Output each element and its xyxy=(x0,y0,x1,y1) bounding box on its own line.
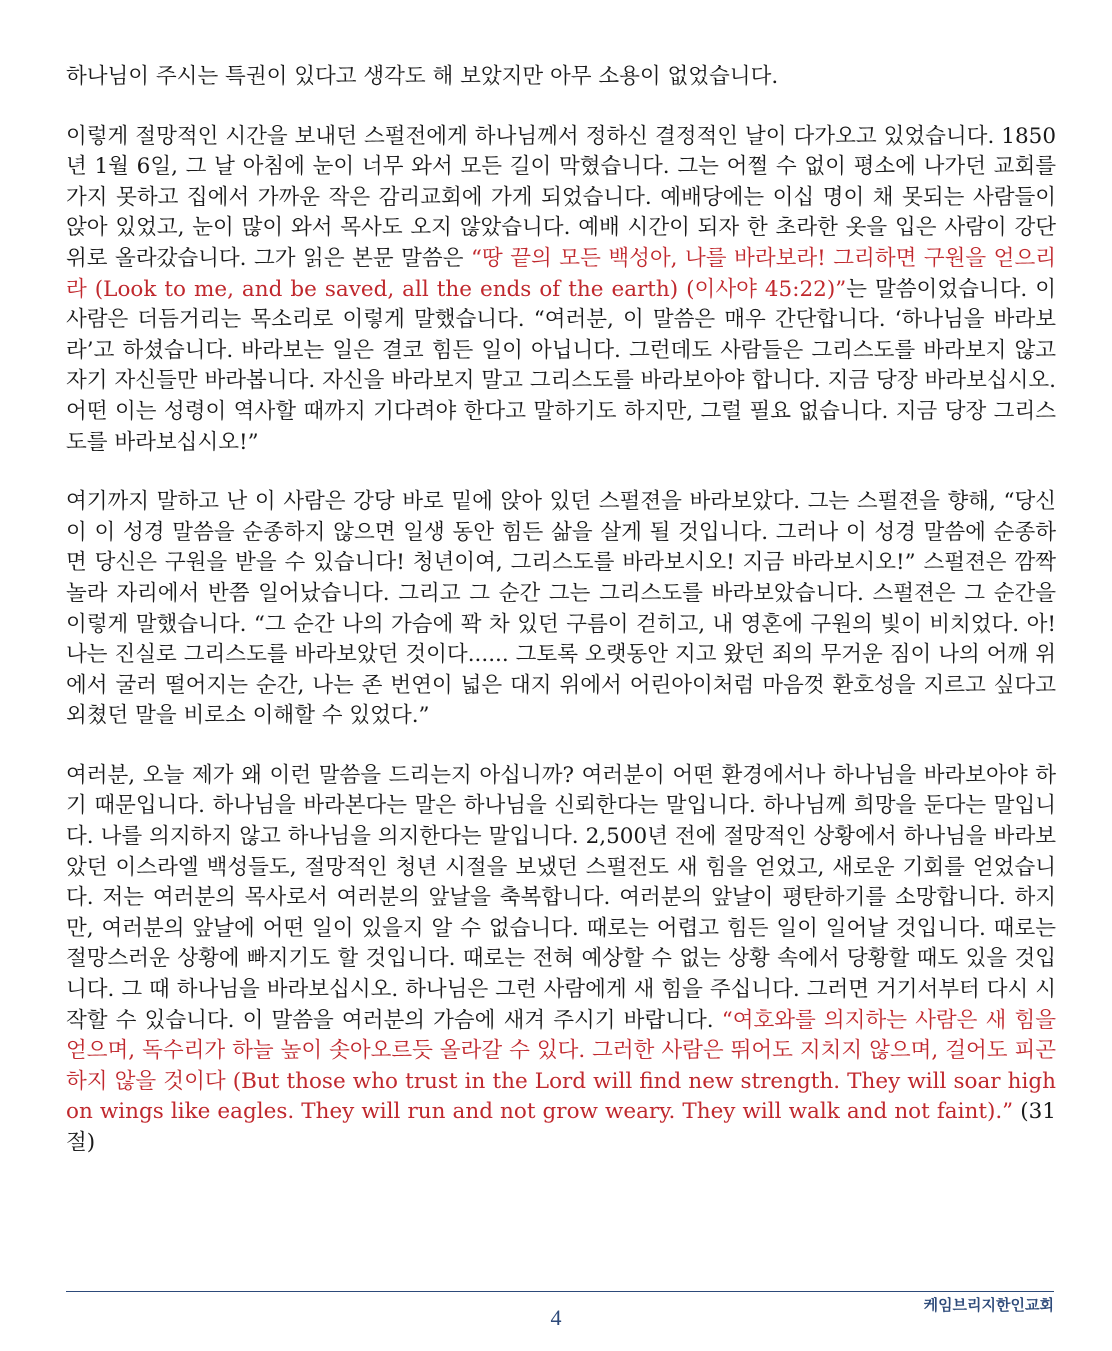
document-body xyxy=(66,62,1056,1188)
paragraph xyxy=(66,487,1056,732)
scripture-quote: “여호와를 의지하는 사람은 새 힘을 얻으며, 독수리가 하늘 높이 솟아오르듯 올라갈 수 있다. 그러한 사람은 뛰어도 지치지 않으며, 걸어도 피곤하지 않을 것이다 (But those who trust in the Lord will find new strength. They will soar high on wings like eagles. They will run and not grow weary. They will walk and not faint).” xyxy=(66,1007,1056,1125)
scripture-quote: “땅 끝의 모든 백성아, 나를 바라보라! 그리하면 구원을 얻으리라 (Look to me, and be saved, all the ends of the earth) (이사야 45:22)” xyxy=(66,245,1056,302)
paragraph-text: 여러분, 오늘 제가 왜 이런 말씀을 드리는지 아십니까? 여러분이 어떤 환경에서나 하나님을 바라보아야 하기 때문입니다. 하나님을 바라본다는 말은 하나님을 신뢰한다는 말입니다. 하나님께 희망을 둔다는 말입니다. 나를 의지하지 않고 하나님을 의지한다는 말입니다. 2,500년 전에 절망적인 상황에서 하나님을 바라보았던 이스라엘 백성들도, 절망적인 청년 시절을 보냈던 스펄전도 새 힘을 얻었고, 새로운 기회를 얻었습니다. 저는 여러분의 목사로서 여러분의 앞날을 축복합니다. 여러분의 앞날이 평탄하기를 소망합니다. 하지만, 여러분의 앞날에 어떤 일이 있을지 알 수 없습니다. 때로는 어렵고 힘든 일이 일어날 것입니다. 때로는 절망스러운 상황에 빠지기도 할 것입니다. 때로는 전혀 예상할 수 없는 상황 속에서 당황할 때도 있을 것입니다. 그 때 하나님을 바라보십시오. 하나님은 그런 사람에게 새 힘을 주십니다. 그러면 거기서부터 다시 시작할 수 있습니다. 이 말씀을 여러분의 가슴에 새겨 주시기 바랍니다. xyxy=(66,762,1056,1033)
paragraph xyxy=(66,761,1056,1159)
paragraph-text: 여기까지 말하고 난 이 사람은 강당 바로 밑에 앉아 있던 스펄젼을 바라보았다. 그는 스펄젼을 향해, “당신이 이 성경 말씀을 순종하지 않으면 일생 동안 힘든 삶을 살게 될 것입니다. 그러나 이 성경 말씀에 순종하면 당신은 구원을 받을 수 있습니다! 청년이여, 그리스도를 바라보시오! 지금 바라보시오!” 스펄젼은 깜짝 놀라 자리에서 반쯤 일어났습니다. 그리고 그 순간 그는 그리스도를 바라보았습니다. 스펄젼은 그 순간을 이렇게 말했습니다. “그 순간 나의 가슴에 꽉 차 있던 구름이 걷히고, 내 영혼에 구원의 빛이 비치었다. 아! 나는 진실로 그리스도를 바라보았던 것이다...... 그토록 오랫동안 지고 왔던 죄의 무거운 짐이 나의 어깨 위에서 굴러 떨어지는 순간, 나는 존 번연이 넓은 대지 위에서 어린아이처럼 마음껏 환호성을 지르고 싶다고 외쳤던 말을 비로소 이해할 수 있었다.” xyxy=(66,489,1056,729)
paragraph xyxy=(66,122,1056,459)
paragraph-text: 이렇게 절망적인 시간을 보내던 스펄전에게 하나님께서 정하신 결정적인 날이 다가오고 있었습니다. 1850년 1월 6일, 그 날 아침에 눈이 너무 와서 모든 길이 막혔습니다. 그는 어쩔 수 없이 평소에 나가던 교회를 가지 못하고 집에서 가까운 작은 감리교회에 가게 되었습니다. 예배당에는 이십 명이 채 못되는 사람들이 앉아 있었고, 눈이 많이 와서 목사도 오지 않았습니다. 예배 시간이 되자 한 초라한 옷을 입은 사람이 강단 위로 올라갔습니다. 그가 읽은 본문 말씀은 xyxy=(66,123,1056,271)
paragraph-text: 하나님이 주시는 특권이 있다고 생각도 해 보았지만 아무 소용이 없었습니다. xyxy=(66,64,779,89)
paragraph-text: 는 말씀이었습니다. 이 사람은 더듬거리는 목소리로 이렇게 말했습니다. “여러분, 이 말씀은 매우 간단합니다. ‘하나님을 바라보라’고 하셨습니다. 바라보는 일은 결코 힘든 일이 아닙니다. 그런데도 사람들은 그리스도를 바라보지 않고 자기 자신들만 바라봅니다. 자신을 바라보지 말고 그리스도를 바라보아야 합니다. 지금 당장 바라보십시오. 어떤 이는 성령이 역사할 때까지 기다려야 한다고 말하기도 하지만, 그럴 필요 없습니다. 지금 당장 그리스도를 바라보십시오!” xyxy=(66,276,1056,455)
verse-reference: (31절) xyxy=(66,1099,1056,1155)
page-number: 4 xyxy=(550,1305,562,1330)
paragraph xyxy=(66,62,1056,93)
church-name: 케임브리지한인교회 xyxy=(923,1296,1054,1314)
footer-divider xyxy=(66,1291,1054,1292)
